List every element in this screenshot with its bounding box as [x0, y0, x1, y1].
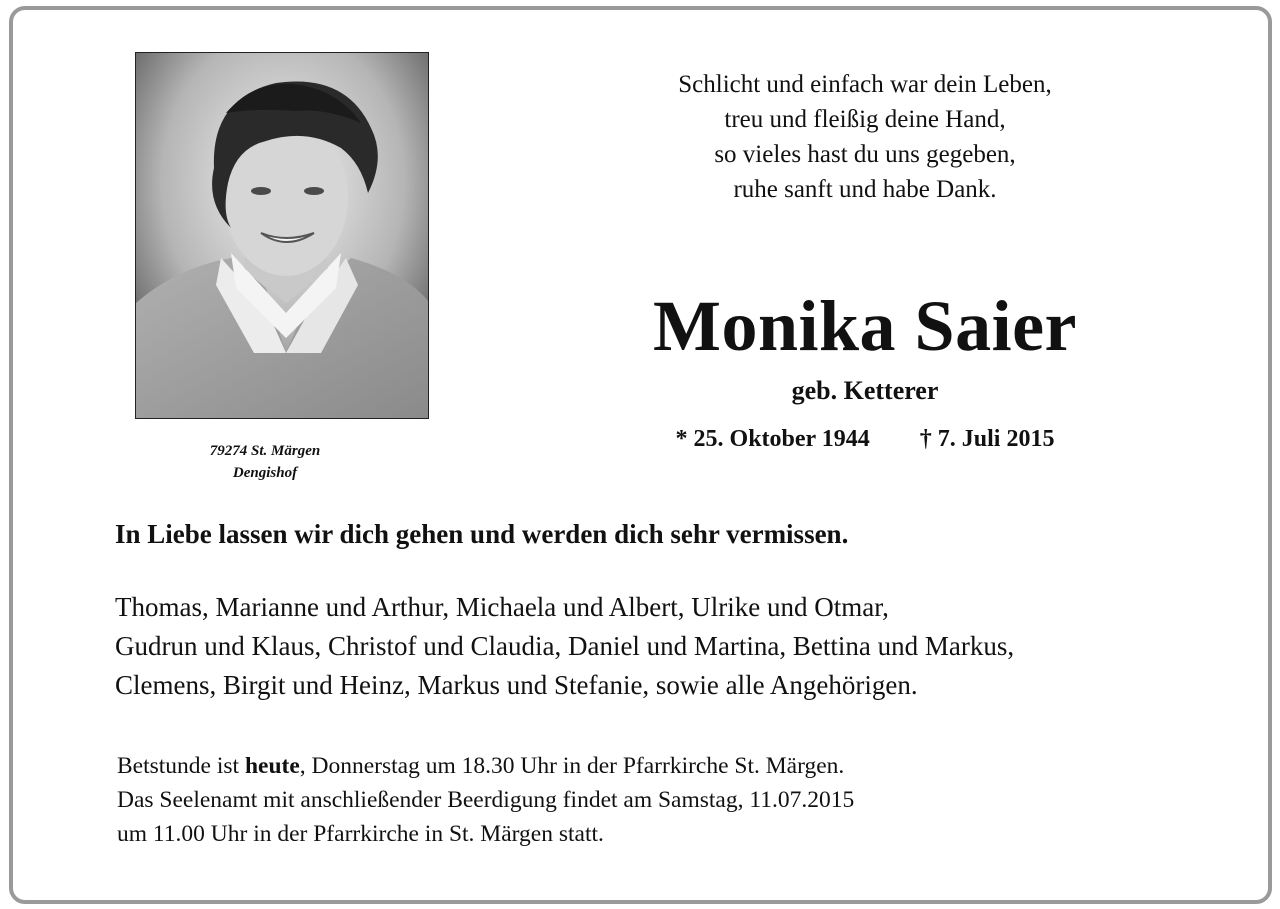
address-line-farm: Dengishof — [232, 465, 298, 481]
verse-line: so vieles hast du uns gegeben, — [714, 141, 1016, 168]
address-block — [150, 440, 380, 484]
portrait-photo — [135, 52, 429, 419]
farewell-statement: In Liebe lassen wir dich gehen und werden dich sehr vermissen. — [115, 519, 849, 549]
service-details — [117, 749, 1177, 851]
service-line-requiem: Das Seelenamt mit anschließender Beerdigung findet am Samstag, 11.07.2015 — [117, 787, 855, 813]
mourners-line: Clemens, Birgit und Heinz, Markus und Stefanie, sowie alle Angehörigen. — [115, 670, 918, 700]
verse-line: Schlicht und einfach war dein Leben, — [678, 71, 1052, 98]
death-date: † 7. Juli 2015 — [919, 426, 1055, 452]
maiden-name: geb. Ketterer — [791, 376, 939, 405]
deceased-name: Monika Saier — [652, 286, 1077, 366]
life-dates — [560, 422, 1170, 456]
service-line-prayer — [117, 749, 1177, 783]
service-line-time: um 11.00 Uhr in der Pfarrkirche in St. Märgen statt. — [117, 821, 604, 847]
birth-date: * 25. Oktober 1944 — [675, 426, 870, 452]
verse-line: treu und fleißig deine Hand, — [724, 106, 1006, 133]
portrait-image — [136, 53, 429, 419]
memorial-verse — [560, 67, 1170, 207]
mourners-list — [115, 588, 1265, 705]
address-line-city: 79274 St. Märgen — [209, 443, 321, 459]
prayer-today: heute — [244, 753, 300, 779]
mourners-line: Gudrun und Klaus, Christof und Claudia, Daniel und Martina, Bettina und Markus, — [115, 631, 1015, 661]
mourners-line: Thomas, Marianne und Arthur, Michaela und Albert, Ulrike und Otmar, — [115, 592, 889, 622]
verse-line: ruhe sanft und habe Dank. — [733, 176, 997, 203]
prayer-suffix: , Donnerstag um 18.30 Uhr in der Pfarrkirche St. Märgen. — [299, 753, 845, 779]
prayer-prefix: Betstunde ist — [117, 753, 245, 779]
